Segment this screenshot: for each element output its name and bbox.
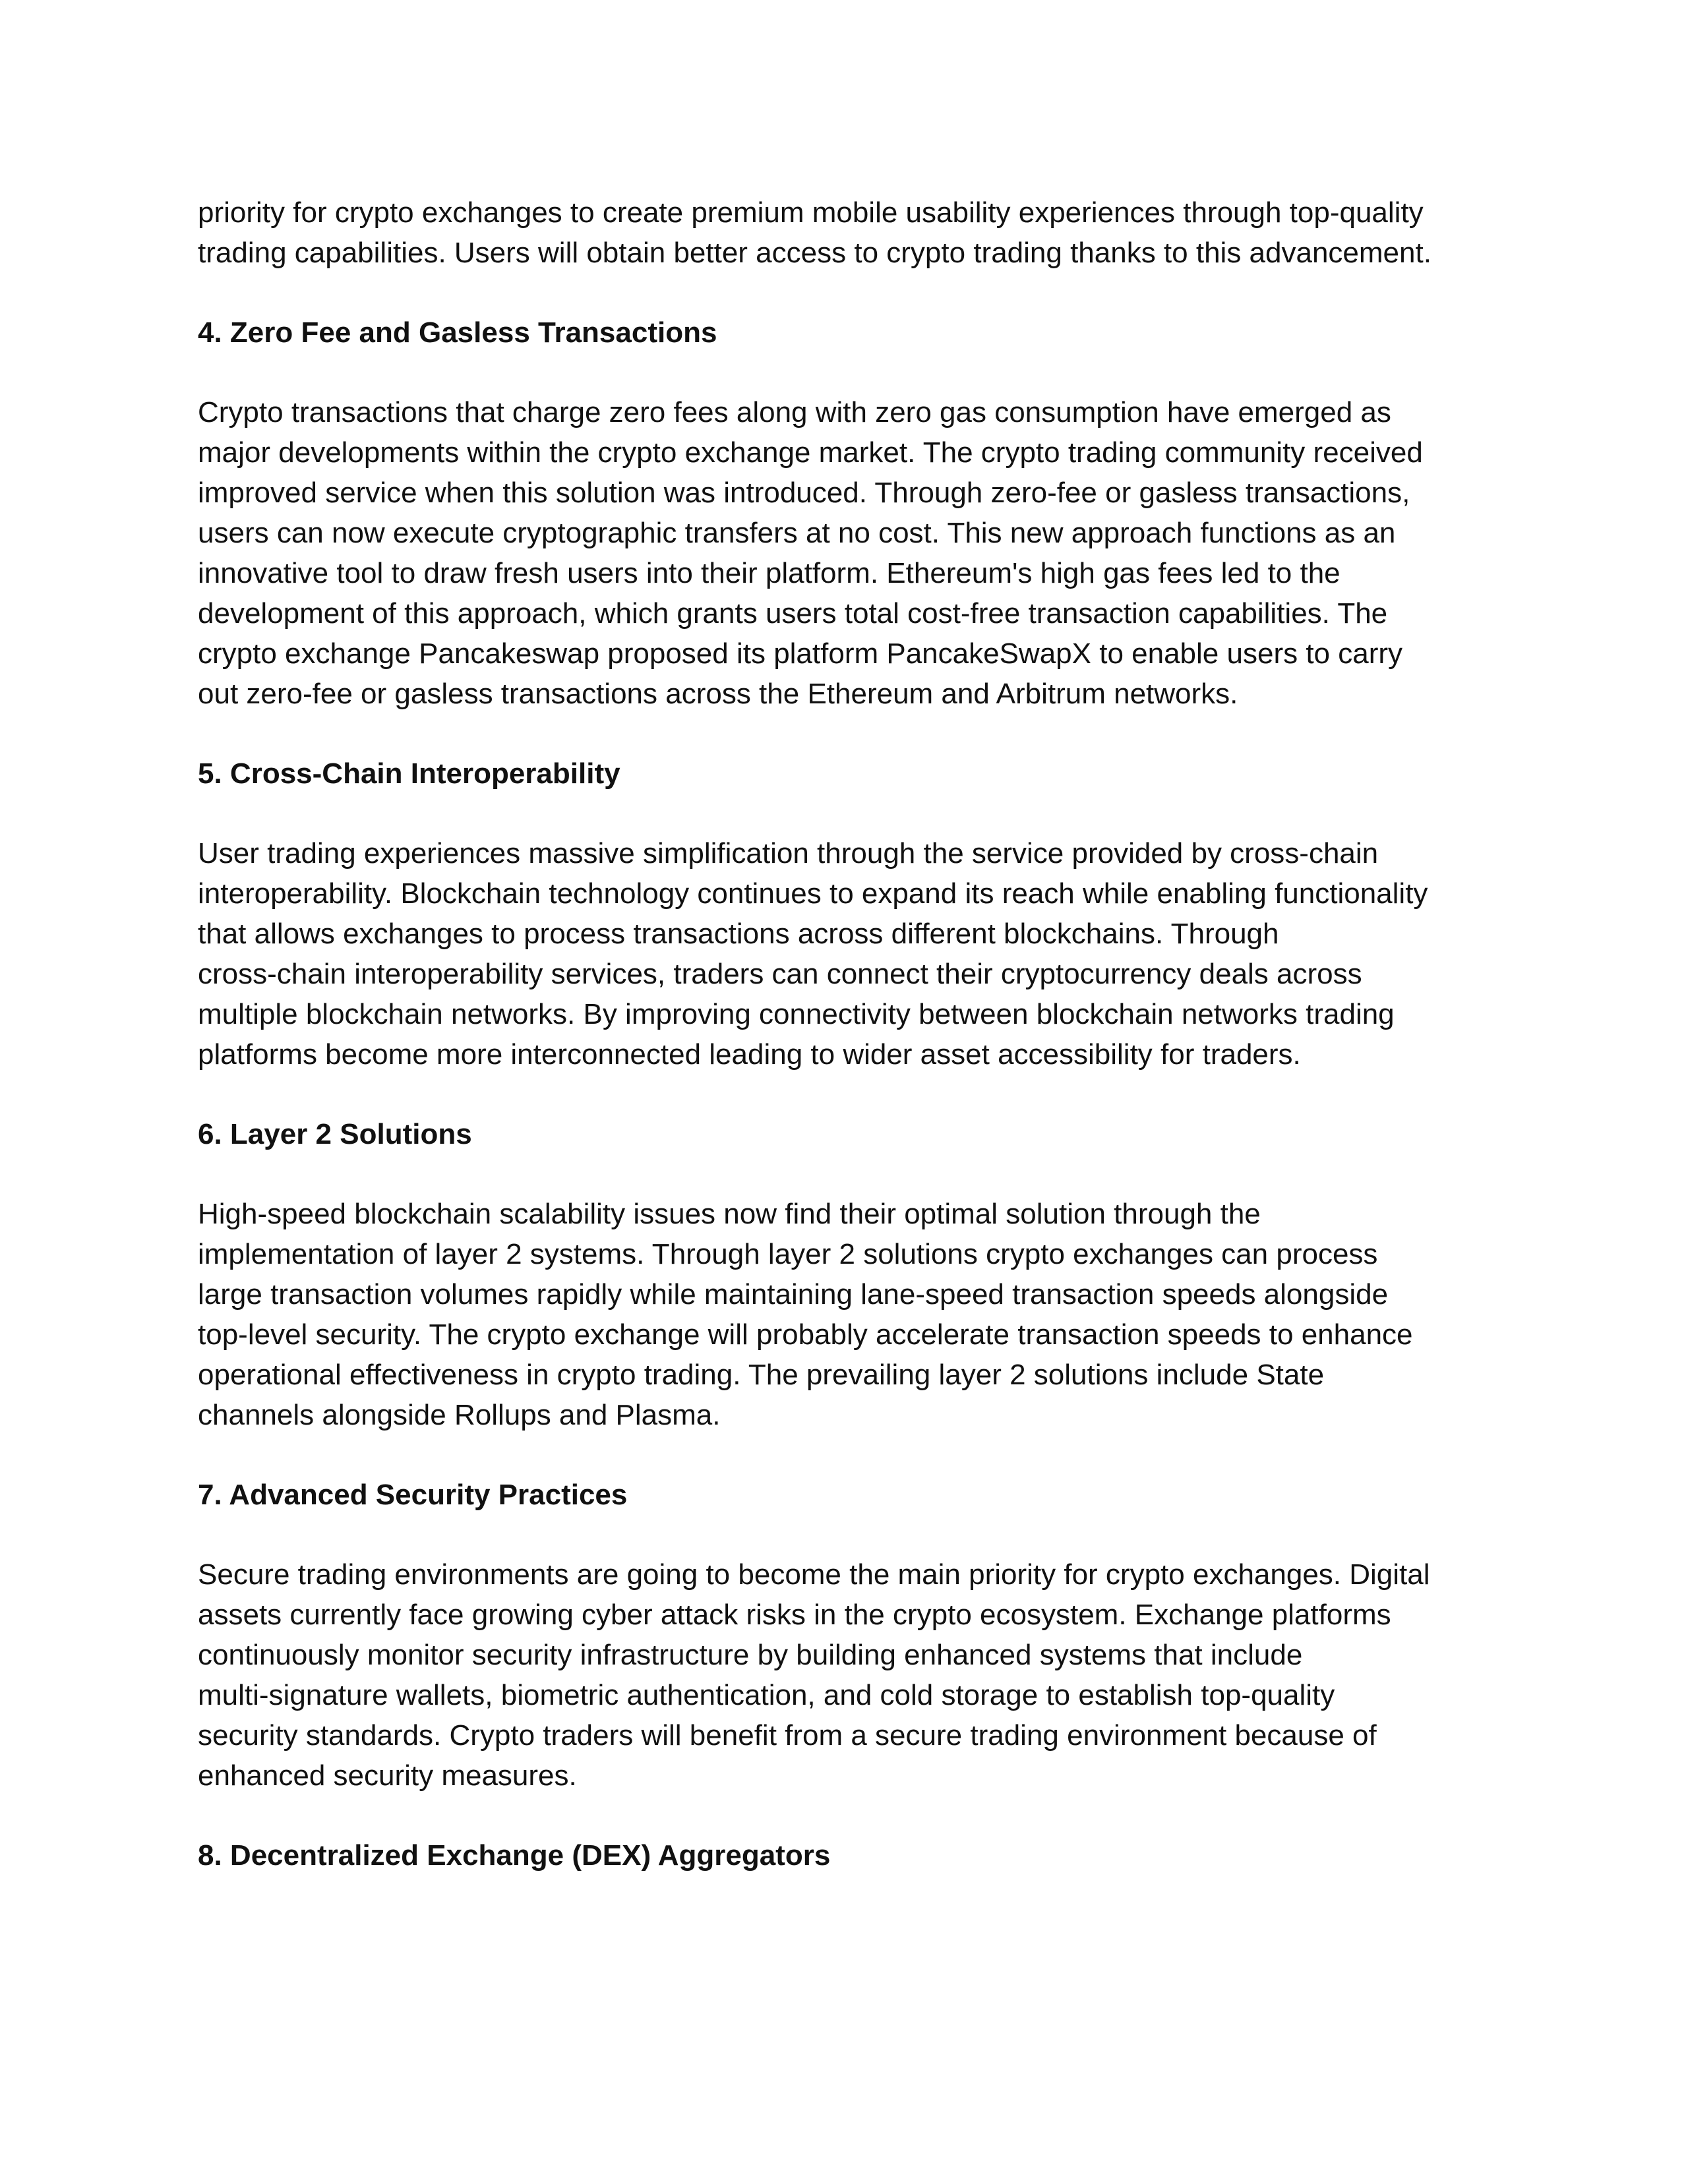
text-line: implementation of layer 2 systems. Through layer 2 solutions crypto exchanges can process bbox=[198, 1238, 1378, 1270]
text-line: out zero-fee or gasless transactions across the Ethereum and Arbitrum networks. bbox=[198, 678, 1238, 710]
text-line: platforms become more interconnected leading to wider asset accessibility for traders. bbox=[198, 1038, 1301, 1071]
text-line: major developments within the crypto exchange market. The crypto trading community received bbox=[198, 436, 1423, 469]
text-line: innovative tool to draw fresh users into their platform. Ethereum's high gas fees led to the bbox=[198, 557, 1341, 589]
section-paragraph-zero-fee bbox=[198, 392, 1503, 714]
text-line: User trading experiences massive simplification through the service provided by cross-chain bbox=[198, 837, 1379, 870]
section-paragraph-security bbox=[198, 1554, 1503, 1796]
text-line: Secure trading environments are going to become the main priority for crypto exchanges. Digital bbox=[198, 1558, 1430, 1591]
section-paragraph-cross-chain bbox=[198, 833, 1503, 1075]
document-body bbox=[198, 192, 1503, 1875]
section-heading-layer-2: 6. Layer 2 Solutions bbox=[198, 1118, 472, 1150]
text-line: security standards. Crypto traders will benefit from a secure trading environment because of bbox=[198, 1719, 1377, 1752]
text-line: Crypto transactions that charge zero fees along with zero gas consumption have emerged as bbox=[198, 396, 1391, 428]
text-line: High-speed blockchain scalability issues now find their optimal solution through the bbox=[198, 1198, 1261, 1230]
text-line: enhanced security measures. bbox=[198, 1759, 577, 1792]
section-heading-security: 7. Advanced Security Practices bbox=[198, 1479, 628, 1511]
text-line: large transaction volumes rapidly while maintaining lane-speed transaction speeds alongside bbox=[198, 1278, 1389, 1311]
text-line: development of this approach, which grants users total cost-free transaction capabilities. The bbox=[198, 597, 1388, 630]
text-line: interoperability. Blockchain technology continues to expand its reach while enabling functionality bbox=[198, 877, 1428, 910]
text-line: priority for crypto exchanges to create premium mobile usability experiences through top-quality bbox=[198, 196, 1424, 229]
text-line: that allows exchanges to process transactions across different blockchains. Through bbox=[198, 918, 1279, 950]
section-paragraph-layer-2 bbox=[198, 1194, 1503, 1435]
text-line: trading capabilities. Users will obtain better access to crypto trading thanks to this advancement. bbox=[198, 237, 1432, 269]
text-line: continuously monitor security infrastructure by building enhanced systems that include bbox=[198, 1639, 1303, 1671]
text-line: multiple blockchain networks. By improving connectivity between blockchain networks trading bbox=[198, 998, 1395, 1030]
section-heading-cross-chain: 5. Cross-Chain Interoperability bbox=[198, 757, 620, 790]
intro-paragraph bbox=[198, 192, 1503, 273]
text-line: channels alongside Rollups and Plasma. bbox=[198, 1399, 721, 1431]
text-line: improved service when this solution was introduced. Through zero-fee or gasless transactions, bbox=[198, 477, 1410, 509]
text-line: multi-signature wallets, biometric authentication, and cold storage to establish top-quality bbox=[198, 1679, 1335, 1711]
text-line: users can now execute cryptographic transfers at no cost. This new approach functions as an bbox=[198, 517, 1396, 549]
text-line: top-level security. The crypto exchange will probably accelerate transaction speeds to enhance bbox=[198, 1318, 1413, 1351]
text-line: assets currently face growing cyber attack risks in the crypto ecosystem. Exchange platforms bbox=[198, 1599, 1391, 1631]
text-line: cross-chain interoperability services, traders can connect their cryptocurrency deals across bbox=[198, 958, 1362, 990]
section-heading-dex-aggregators: 8. Decentralized Exchange (DEX) Aggregators bbox=[198, 1839, 831, 1872]
text-line: crypto exchange Pancakeswap proposed its platform PancakeSwapX to enable users to carry bbox=[198, 637, 1403, 670]
text-line: operational effectiveness in crypto trading. The prevailing layer 2 solutions include State bbox=[198, 1359, 1325, 1391]
section-heading-zero-fee: 4. Zero Fee and Gasless Transactions bbox=[198, 316, 717, 349]
